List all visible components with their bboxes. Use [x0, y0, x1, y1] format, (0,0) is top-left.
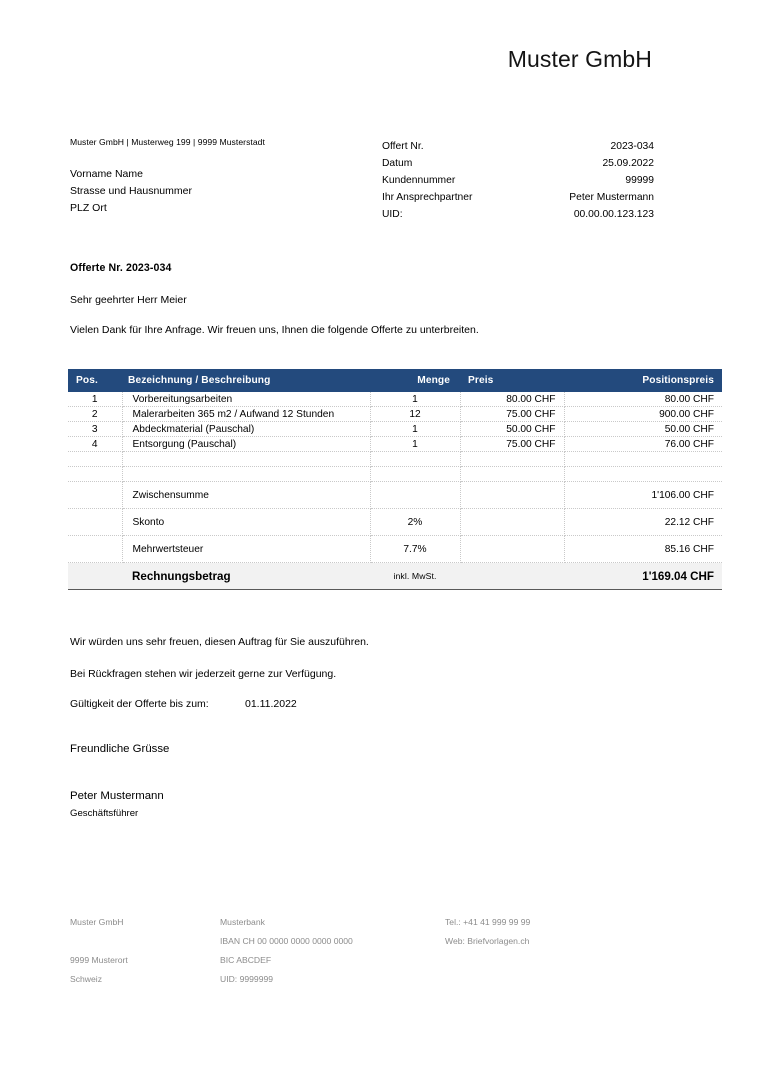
vat-rate: 7.7% — [370, 536, 460, 563]
cell-line-total: 50.00 CHF — [564, 422, 722, 437]
letterhead — [68, 46, 652, 74]
grand-total-amount: 1'169.04 CHF — [564, 563, 722, 590]
footer-company-city: 9999 Musterort — [70, 955, 128, 965]
cell-empty — [564, 452, 722, 467]
signature-role: Geschäftsführer — [70, 808, 139, 819]
discount-amount: 22.12 CHF — [564, 509, 722, 536]
footer-column-bank — [220, 913, 445, 989]
grand-total-label: Rechnungsbetrag — [122, 563, 370, 590]
meta-row-offer-number — [382, 138, 654, 155]
meta-label: Kundennummer — [382, 175, 456, 186]
table-row — [68, 437, 722, 452]
offer-meta-block — [382, 138, 654, 223]
cell-quantity: 1 — [370, 392, 460, 407]
meta-label: Offert Nr. — [382, 141, 424, 152]
footer-columns — [70, 913, 654, 989]
footer-bank-name: Musterbank — [220, 917, 265, 927]
column-header-line-total: Positionspreis — [564, 369, 722, 392]
subtotal-row — [68, 482, 722, 509]
table-row — [68, 392, 722, 407]
cell-quantity: 1 — [370, 437, 460, 452]
column-header-price: Preis — [460, 369, 564, 392]
footer-bank-iban: IBAN CH 00 0000 0000 0000 0000 — [220, 936, 353, 946]
subtotal-label: Zwischensumme — [122, 482, 370, 509]
meta-value: 2023-034 — [610, 141, 654, 152]
cell-pos: 3 — [68, 422, 122, 437]
meta-label: Datum — [382, 158, 413, 169]
cell-empty — [460, 563, 564, 590]
vat-amount: 85.16 CHF — [564, 536, 722, 563]
sender-return-line: Muster GmbH | Musterweg 199 | 9999 Musterstadt — [70, 137, 265, 147]
footer-web[interactable]: Web: Briefvorlagen.ch — [445, 936, 530, 946]
closing-line-1: Wir würden uns sehr freuen, diesen Auftrag für Sie auszuführen. — [70, 636, 369, 648]
cell-empty — [68, 536, 122, 563]
cell-empty — [460, 452, 564, 467]
recipient-address-block — [70, 138, 370, 217]
cell-empty — [564, 467, 722, 482]
company-title: Muster GmbH — [507, 46, 652, 72]
table-header — [68, 369, 722, 392]
meta-value: 99999 — [625, 175, 654, 186]
cell-empty — [460, 509, 564, 536]
meta-value: 00.00.00.123.123 — [573, 209, 654, 220]
cell-line-total: 80.00 CHF — [564, 392, 722, 407]
footer-column-company — [70, 913, 220, 989]
meta-value: 25.09.2022 — [602, 158, 654, 169]
meta-label: UID: — [382, 209, 403, 220]
meta-row-contact-person — [382, 189, 654, 206]
closing-greeting: Freundliche Grüsse — [70, 743, 170, 755]
cell-description: Abdeckmaterial (Pauschal) — [122, 422, 370, 437]
page-footer — [70, 913, 654, 989]
validity-line — [70, 698, 297, 710]
cell-empty — [68, 467, 122, 482]
cell-empty — [122, 467, 370, 482]
table-spacer-row — [68, 467, 722, 482]
discount-rate: 2% — [370, 509, 460, 536]
cell-quantity: 1 — [370, 422, 460, 437]
cell-description: Malerarbeiten 365 m2 / Aufwand 12 Stunden — [122, 407, 370, 422]
cell-price: 50.00 CHF — [460, 422, 564, 437]
footer-phone: Tel.: +41 41 999 99 99 — [445, 917, 531, 927]
cell-empty — [460, 482, 564, 509]
cell-pos: 4 — [68, 437, 122, 452]
table-header-row — [68, 369, 722, 392]
meta-row-customer-number — [382, 172, 654, 189]
closing-line-2: Bei Rückfragen stehen wir jederzeit gerne zur Verfügung. — [70, 668, 337, 680]
cell-quantity: 12 — [370, 407, 460, 422]
cell-pos: 1 — [68, 392, 122, 407]
grand-total-note: inkl. MwSt. — [370, 563, 460, 590]
meta-label: Ihr Ansprechpartner — [382, 192, 473, 203]
cell-empty — [68, 509, 122, 536]
vat-row — [68, 536, 722, 563]
offer-items-table — [68, 369, 722, 590]
cell-price: 80.00 CHF — [460, 392, 564, 407]
cell-empty — [460, 467, 564, 482]
table-row — [68, 407, 722, 422]
grand-total-row — [68, 563, 722, 590]
recipient-name: Vorname Name — [70, 167, 143, 180]
discount-row — [68, 509, 722, 536]
cell-line-total: 900.00 CHF — [564, 407, 722, 422]
vat-label: Mehrwertsteuer — [122, 536, 370, 563]
footer-bank-bic: BIC ABCDEF — [220, 955, 272, 965]
footer-company-name: Muster GmbH — [70, 917, 124, 927]
cell-description: Vorbereitungsarbeiten — [122, 392, 370, 407]
cell-description: Entsorgung (Pauschal) — [122, 437, 370, 452]
cell-empty — [370, 467, 460, 482]
document-subject: Offerte Nr. 2023-034 — [70, 262, 172, 274]
intro-paragraph: Vielen Dank für Ihre Anfrage. Wir freuen uns, Ihnen die folgende Offerte zu unterbreiten. — [70, 324, 479, 336]
meta-row-date — [382, 155, 654, 172]
validity-label: Gültigkeit der Offerte bis zum: — [70, 698, 209, 710]
validity-date: 01.11.2022 — [245, 698, 297, 710]
subtotal-amount: 1'106.00 CHF — [564, 482, 722, 509]
footer-bank-uid: UID: 9999999 — [220, 974, 274, 984]
cell-empty — [68, 452, 122, 467]
footer-company-country: Schweiz — [70, 974, 102, 984]
table-body — [68, 392, 722, 590]
cell-price: 75.00 CHF — [460, 407, 564, 422]
column-header-pos: Pos. — [68, 369, 122, 392]
meta-value: Peter Mustermann — [569, 192, 654, 203]
cell-empty — [68, 563, 122, 590]
cell-empty — [370, 452, 460, 467]
table-row — [68, 422, 722, 437]
discount-label: Skonto — [122, 509, 370, 536]
cell-empty — [68, 482, 122, 509]
column-header-quantity: Menge — [370, 369, 460, 392]
cell-empty — [460, 536, 564, 563]
salutation: Sehr geehrter Herr Meier — [70, 294, 187, 306]
cell-empty — [122, 452, 370, 467]
cell-price: 75.00 CHF — [460, 437, 564, 452]
cell-pos: 2 — [68, 407, 122, 422]
subtotal-rate — [370, 482, 460, 509]
recipient-street: Strasse und Hausnummer — [70, 184, 192, 197]
footer-column-contact — [445, 913, 645, 989]
meta-row-uid — [382, 206, 654, 223]
signature-name: Peter Mustermann — [70, 790, 164, 802]
recipient-city: PLZ Ort — [70, 201, 107, 214]
cell-line-total: 76.00 CHF — [564, 437, 722, 452]
address-and-meta-block — [70, 138, 654, 223]
table-spacer-row — [68, 452, 722, 467]
column-header-description: Bezeichnung / Beschreibung — [122, 369, 370, 392]
